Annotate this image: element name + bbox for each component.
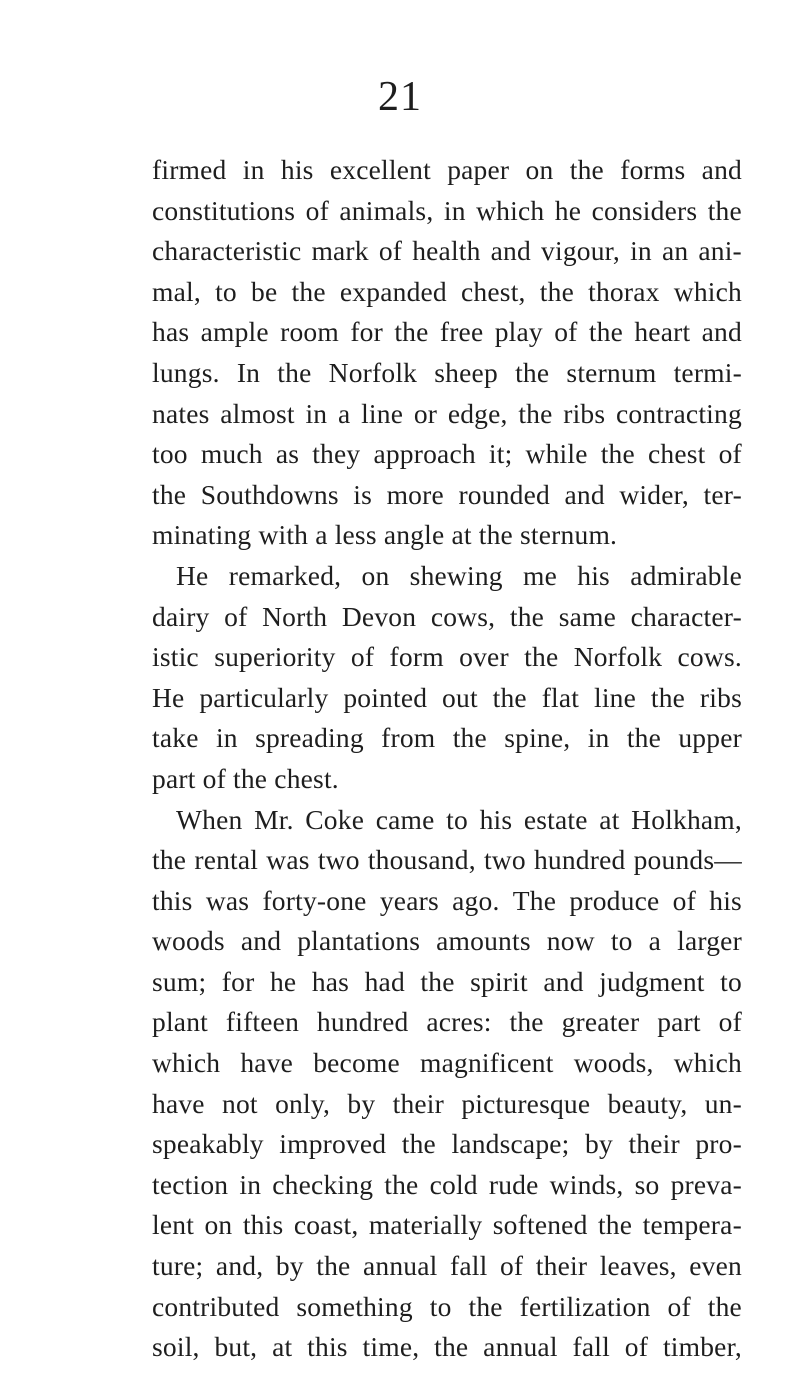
text-line: sum; for he has had the spirit and judgment to: [152, 965, 742, 997]
text-line: contributed something to the fertilization of the: [152, 1290, 742, 1322]
text-line: soil, but, at this time, the annual fall of timber,: [152, 1331, 742, 1363]
text-line: the Southdowns is more rounded and wider, ter-: [152, 478, 742, 510]
text-line: He remarked, on shewing me his admirable: [176, 559, 742, 591]
text-line: nates almost in a line or edge, the ribs contracting: [152, 397, 742, 429]
text-line: constitutions of animals, in which he considers the: [152, 194, 742, 226]
text-line: lungs. In the Norfolk sheep the sternum termi-: [152, 356, 742, 388]
text-line: speakably improved the landscape; by their pro-: [152, 1128, 742, 1160]
text-line: take in spreading from the spine, in the upper: [152, 722, 742, 754]
text-line: has ample room for the free play of the heart and: [152, 316, 742, 348]
text-line: istic superiority of form over the Norfolk cows.: [152, 641, 742, 673]
text-line: woods and plantations amounts now to a larger: [152, 925, 742, 957]
body-text: [152, 150, 742, 1368]
text-line: part of the chest.: [152, 762, 339, 794]
text-line: lent on this coast, materially softened the tempera-: [152, 1209, 742, 1241]
text-line: plant fifteen hundred acres: the greater part of: [152, 1006, 742, 1038]
text-line: firmed in his excellent paper on the forms and: [152, 154, 742, 185]
text-line: the rental was two thousand, two hundred pounds—: [152, 844, 742, 876]
text-line: He particularly pointed out the flat line the ribs: [152, 681, 742, 713]
text-line: mal, to be the expanded chest, the thorax which: [152, 275, 742, 307]
text-line: have not only, by their picturesque beauty, un-: [152, 1087, 742, 1119]
text-line: this was forty-one years ago. The produce of his: [152, 884, 742, 916]
text-line: too much as they approach it; while the chest of: [152, 438, 742, 470]
text-line: which have become magnificent woods, which: [152, 1047, 742, 1079]
text-line: dairy of North Devon cows, the same character-: [152, 600, 742, 632]
text-line: tection in checking the cold rude winds, so preva-: [152, 1168, 742, 1200]
text-line: minating with a less angle at the sternum.: [152, 519, 618, 551]
text-line: characteristic mark of health and vigour, in an ani-: [152, 235, 742, 267]
text-line: ture; and, by the annual fall of their leaves, even: [152, 1250, 742, 1282]
page-number: 21: [378, 74, 422, 120]
text-line: When Mr. Coke came to his estate at Holkham,: [176, 803, 742, 835]
